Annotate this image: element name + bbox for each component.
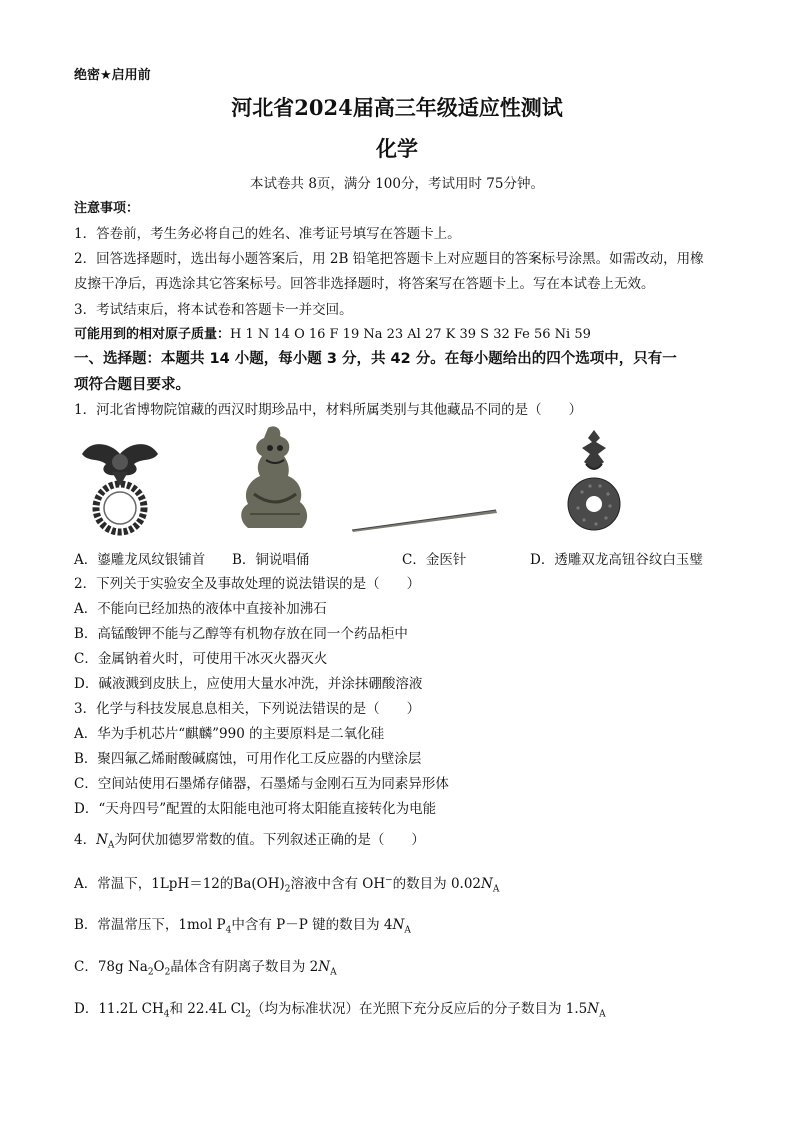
question-3-option-a: A．华为手机芯片“麒麟”990 的主要原料是二氧化硅 [74,726,385,742]
q4b-na: N [392,917,405,933]
q4d-sub-1: 4 [163,1009,170,1020]
silver-knocker-image [72,432,168,538]
question-3-stem: 3．化学与科技发展息息相关，下列说法错误的是（ ） [74,701,421,717]
subject-title: 化学 [376,136,418,161]
q4a-part-2: (OH) [251,876,285,892]
q4d-na-sub: A [599,1009,606,1020]
q4a-part-1: A．常温下，1LpH＝12的Ba [74,876,252,892]
q4c-na-sub: A [330,967,337,978]
notes-heading: 注意事项： [74,201,140,216]
note-item-2: 2．回答选择题时，选出每小题答案后，用 2B 铅笔把答题卡上对应题目的答案标号涂黑。如需改动，用橡 [74,251,704,267]
q4b-sub: 4 [225,925,232,936]
exam-title: 河北省2024届高三年级适应性测试 [231,95,563,120]
q4a-part-4: 的数目为 0.02 [392,876,482,892]
q4b-na-sub: A [404,925,411,936]
q4c-part-2: O [153,959,165,975]
q4d-part-3: （均为标准状况）在光照下充分反应后的分子数目为 1.5 [250,1001,588,1017]
question-4-number: 4． [74,832,97,848]
q4a-sup: − [385,875,393,886]
question-4-option-c [74,955,337,978]
question-1-option-a: A．鎏雕龙凤纹银铺首 [74,552,206,568]
question-4-option-a [74,872,499,895]
q4a-na: N [481,876,493,892]
question-4-stem-text: 为阿伏加德罗常数的值。下列叙述正确的是（ ） [114,832,425,848]
question-2-option-a: A．不能向已经加热的液体中直接补加沸石 [74,601,327,617]
note-item-3: 3．考试结束后，将本试卷和答题卡一并交回。 [74,302,353,318]
atomic-masses [74,323,591,342]
q4d-sub-2: 2 [245,1009,251,1020]
q4a-na-sub: A [492,884,500,895]
q4c-sub-1: 2 [147,967,154,978]
question-4-option-d [74,997,606,1020]
note-item-1: 1．答卷前，考生务必将自己的姓名、准考证号填写在答题卡上。 [74,226,461,242]
question-2-stem: 2．下列关于实验安全及事故处理的说法错误的是（ ） [74,576,421,592]
question-3-option-d: D．“天舟四号”配置的太阳能电池可将太阳能直接转化为电能 [74,801,437,817]
question-1-stem: 1．河北省博物院馆藏的西汉时期珍品中，材料所属类别与其他藏品不同的是（ ） [74,402,583,418]
atomic-masses-values: H 1 N 14 O 16 F 19 Na 23 Al 27 K 39 S 32 Fe 56 Ni 59 [230,327,591,342]
gold-needle-image [350,504,500,534]
exam-info: 本试卷共 8页，满分 100分，考试用时 75分钟。 [250,176,544,192]
section-1-heading: 一、选择题：本题共 14 小题，每小题 3 分，共 42 分。在每小题给出的四个选项中，只有一 [74,351,677,367]
secret-label: 绝密★启用前 [74,68,151,83]
q4c-part-1: C．78g Na [74,959,148,975]
question-3-option-c: C．空间站使用石墨烯存储器，石墨烯与金刚石互为同素异形体 [74,776,449,792]
question-4-option-b [74,913,411,936]
q4c-sub-2: 2 [164,967,171,978]
question-1-option-c: C．金医针 [402,552,467,568]
jade-bi-disc-image [566,428,622,538]
question-4-stem [74,828,425,851]
q4c-na: N [318,959,331,975]
section-1-heading-cont: 项符合题目要求。 [74,377,190,393]
q4c-part-3: 晶体含有阴离子数目为 2 [170,959,319,975]
avogadro-subscript: A [107,840,115,851]
bronze-figurine-image [230,424,320,532]
q4a-part-3: 溶液中含有 OH [290,876,386,892]
q4b-part-2: 中含有 P－P 键的数目为 4 [231,917,393,933]
question-3-option-b: B．聚四氟乙烯耐酸碱腐蚀，可用作化工反应器的内壁涂层 [74,751,422,767]
question-2-option-b: B．高锰酸钾不能与乙醇等有机物存放在同一个药品柜中 [74,626,408,642]
q4a-sub: 2 [284,884,291,895]
avogadro-symbol: N [96,832,108,848]
note-item-2-cont: 皮擦干净后，再选涂其它答案标号。回答非选择题时，将答案写在答题卡上。写在本试卷上无效。 [74,276,655,292]
question-1-option-b: B．铜说唱俑 [232,552,310,568]
atomic-masses-label: 可能用到的相对原子质量： [74,327,231,342]
q4d-na: N [587,1001,600,1017]
question-2-option-c: C．金属钠着火时，可使用干冰灭火器灭火 [74,651,328,667]
question-1-option-d: D．透雕双龙高钮谷纹白玉璧 [530,552,703,568]
q4b-part-1: B．常温常压下，1mol P [74,917,226,933]
q4d-part-2: 和 22.4L Cl [169,1001,246,1017]
q4d-part-1: D．11.2L CH [74,1001,164,1017]
question-2-option-d: D．碱液溅到皮肤上，应使用大量水冲洗，并涂抹硼酸溶液 [74,676,423,692]
